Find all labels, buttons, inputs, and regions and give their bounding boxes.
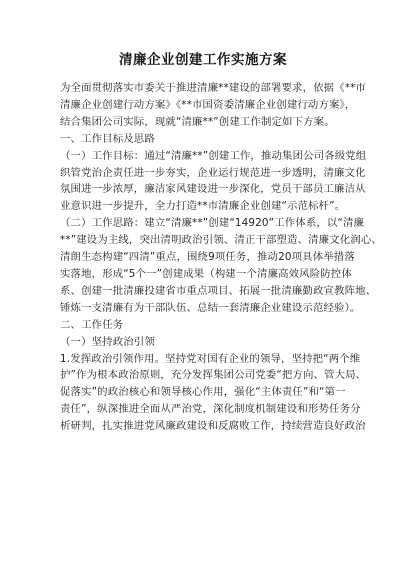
text-line: 实落地，形成“5个一”创建成果（构建一个清廉高效风险防控体 [60,267,352,280]
text-line: **”建设为主线，突出清明政治引领、清正干部塑造、清廉文化润心、 [60,234,382,247]
text-line: 责任”，纵深推进全面从严治党，深化制度机制建设和形势任务分 [60,403,361,416]
text-line: 析研判，扎实推进党风廉政建设和反腐败工作，持续营造良好政治 [60,420,366,433]
text-line: 二、工作任务 [60,318,124,331]
text-line: 结合集团公司实际，现就“清廉**”创建工作制定如下方案。 [60,115,335,128]
text-line: 促落实”的政治核心和领导核心作用，强化“主体责任”和“第一 [60,386,346,399]
text-line: 业意识进一步提升，全力打造**市清廉企业创建“示范标杆”。 [60,200,346,213]
text-line: （一）工作目标：通过“清廉**”创建工作，推动集团公司各级党组 [60,149,367,162]
text-line: 织管党治企责任进一步夯实，企业运行规范进一步透明，清廉文化 [60,166,366,179]
text-line: 护”作为根本政治原则，充分发挥集团公司党委“把方向、管大局、 [60,369,367,382]
text-line: 锤炼一支清廉有为干部队伍、总结一套清廉企业建设示范经验）。 [60,301,361,314]
text-line: 氛围进一步浓厚，廉洁家风建设进一步深化，党员干部员工廉洁从 [60,183,366,196]
document-body [60,80,382,435]
text-line: 一、工作目标及思路 [60,132,155,145]
text-line: （二）工作思路：建立“清廉**”创建“14920”工作体系，以“清廉 [60,217,365,230]
text-line: 为全面贯彻落实市委关于推进清廉**建设的部署要求，依据《**市 [60,82,366,94]
text-line: 系、创建一批清廉投建省市重点项目、拓展一批清廉勤政宣教阵地、 [60,284,377,297]
text-line: （一）坚持政治引领 [60,335,155,348]
text-line: 1.发挥政治引领作用。坚持党对国有企业的领导，坚持把“两个维 [60,352,361,365]
text-line: 清朗生态构建“四清”重点，围绕9项任务，推动20项具体举措落 [60,251,355,264]
text-line: 清廉企业创建行动方案》《**市国资委清廉企业创建行动方案》， [60,98,356,111]
document-title: 清廉企业创建工作实施方案 [119,52,287,68]
